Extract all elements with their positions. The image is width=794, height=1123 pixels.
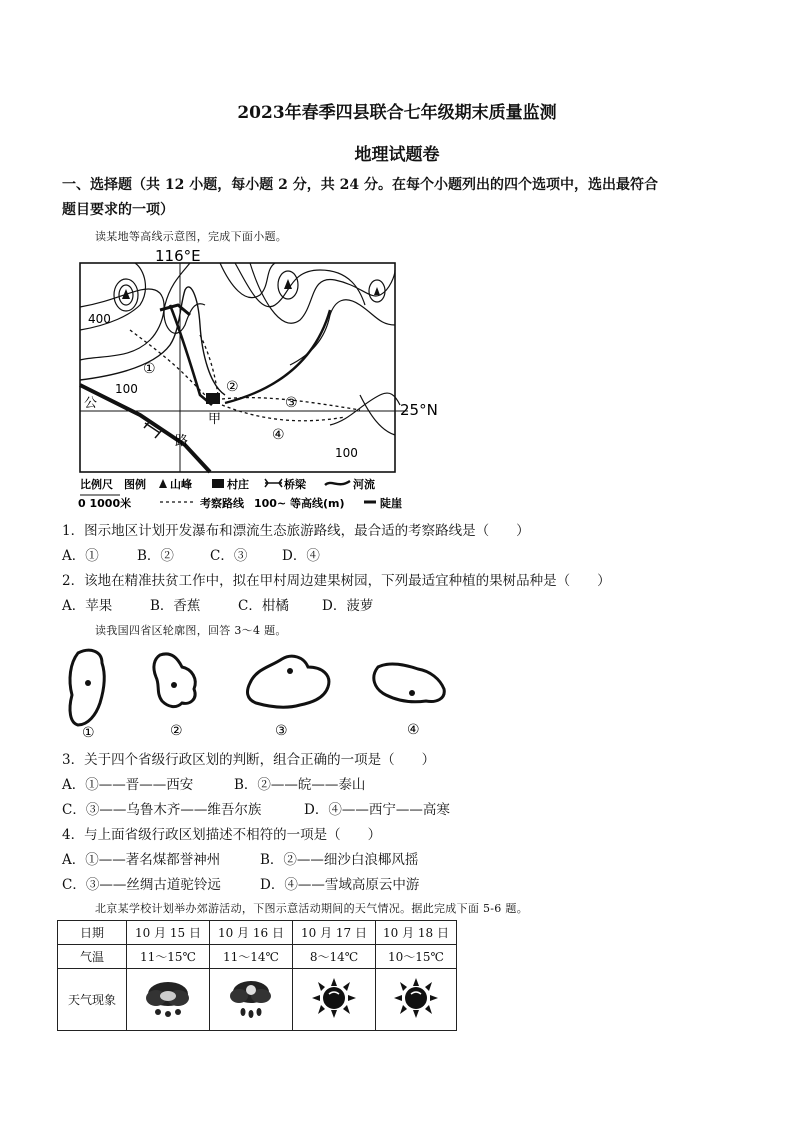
q4-option-a[interactable]: A．①——著名煤都誉神州 (62, 852, 221, 868)
weather-table (57, 920, 457, 1031)
legend-scale: 比例尺 (80, 478, 113, 491)
q4-option-c[interactable]: C．③——丝绸古道驼铃远 (62, 877, 221, 893)
q3-option-a[interactable]: A．①——晋——西安 (62, 777, 194, 793)
legend-bridge: 桥梁 (284, 478, 306, 491)
weather-cell (210, 969, 293, 1031)
date-cell: 10 月 15 日 (127, 921, 210, 945)
road-label: 路 (175, 434, 189, 449)
q1-option-a[interactable]: A．① (62, 548, 99, 564)
contour-line (250, 263, 395, 323)
province-outlines (60, 645, 460, 740)
legend-river: 河流 (353, 478, 375, 491)
legend-scale-value: 0 1000米 (78, 497, 132, 510)
sunny-icon (308, 976, 360, 1020)
route-label-1: ① (143, 361, 156, 377)
contour-line (330, 393, 400, 425)
thunderstorm-rain-icon (225, 976, 277, 1020)
contour-label: 100 (335, 446, 358, 460)
province-outline-3 (248, 656, 329, 707)
q2-option-a[interactable]: A．苹果 (62, 598, 113, 614)
weather-intro: 北京某学校计划举办郊游活动，下图示意活动期间的天气情况。据此完成下面 5-6 题。 (95, 902, 529, 915)
capital-dot (85, 680, 91, 686)
contour-line (360, 395, 395, 435)
route-4 (222, 405, 345, 421)
legend-title: 图例 (124, 478, 146, 491)
capital-dot (171, 682, 177, 688)
map-intro: 读某地等高线示意图，完成下面小题。 (95, 230, 288, 243)
river-line (170, 305, 212, 405)
province-outline-4 (374, 664, 444, 702)
legend-peak-icon (159, 479, 167, 488)
province-outline-2 (154, 654, 195, 707)
weather-cell (127, 969, 210, 1031)
legend-village: 村庄 (227, 478, 249, 491)
legend-peak: 山峰 (170, 478, 192, 491)
province-label-4: ④ (407, 722, 420, 738)
village-label: 甲 (208, 412, 222, 427)
capital-dot (287, 668, 293, 674)
route-label-2: ② (226, 379, 239, 395)
latitude-label: 25°N (400, 401, 438, 419)
province-outline-1 (70, 650, 104, 725)
row-header-temp: 气温 (58, 945, 127, 969)
contour-label: 100 (115, 382, 138, 396)
capital-dot (409, 690, 415, 696)
q1-option-c[interactable]: C．③ (210, 548, 248, 564)
route-label-3: ③ (285, 395, 298, 411)
q2-option-d[interactable]: D．菠萝 (322, 598, 374, 614)
question-1-stem: 1．图示地区计划开发瀑布和漂流生态旅游路线，最合适的考察路线是（ ） (62, 523, 530, 539)
legend-village-icon (212, 479, 224, 488)
legend-cliff: 陡崖 (380, 497, 402, 510)
q2-option-b[interactable]: B．香蕉 (150, 598, 201, 614)
q1-option-d[interactable]: D．④ (282, 548, 320, 564)
date-cell: 10 月 18 日 (376, 921, 457, 945)
q3-option-b[interactable]: B．②——皖——泰山 (234, 777, 366, 793)
cloudy-rain-icon (142, 976, 194, 1020)
section-heading-cont: 题目要求的一项） (62, 202, 174, 218)
contour-map (60, 245, 450, 513)
contour-line (220, 263, 275, 298)
page-title: 2023年春季四县联合七年级期末质量监测 (237, 103, 557, 123)
row-header-date: 日期 (58, 921, 127, 945)
river-line (225, 310, 330, 403)
q4-option-d[interactable]: D．④——雪域高原云中游 (260, 877, 420, 893)
legend-route: 考察路线 (200, 497, 244, 510)
section-heading: 一、选择题（共 12 小题，每小题 2 分，共 24 分。在每个小题列出的四个选项中，选出最符合 (62, 177, 658, 193)
q2-option-c[interactable]: C．柑橘 (238, 598, 289, 614)
sunny-icon (390, 976, 442, 1020)
question-3-stem: 3．关于四个省级行政区划的判断，组合正确的一项是（ ） (62, 752, 436, 768)
contour-line (164, 263, 205, 333)
temp-cell: 10～15℃ (376, 945, 457, 969)
weather-cell (376, 969, 457, 1031)
date-cell: 10 月 16 日 (210, 921, 293, 945)
weather-cell (293, 969, 376, 1031)
row-header-weather: 天气现象 (58, 969, 127, 1031)
q3-option-c[interactable]: C．③——乌鲁木齐——维吾尔族 (62, 802, 262, 818)
legend-contour: 100~ 等高线(m) (254, 497, 345, 510)
province-label-1: ① (82, 725, 95, 740)
longitude-label: 116°E (155, 247, 201, 265)
question-2-stem: 2．该地在精准扶贫工作中，拟在甲村周边建果树园，下列最适宜种植的果树品种是（ ） (62, 573, 611, 589)
provinces-intro: 读我国四省区轮廓图，回答 3～4 题。 (95, 624, 287, 637)
peak-icon (374, 287, 380, 295)
legend-river-icon (325, 481, 350, 485)
province-label-3: ③ (275, 723, 288, 739)
peak-icon (284, 279, 292, 289)
temp-cell: 11～15℃ (127, 945, 210, 969)
q3-option-d[interactable]: D．④——西宁——高寒 (304, 802, 450, 818)
date-cell: 10 月 17 日 (293, 921, 376, 945)
contour-label: 400 (88, 312, 111, 326)
q1-option-b[interactable]: B．② (137, 548, 174, 564)
legend-bridge-icon (265, 479, 282, 487)
road-label: 公 (84, 396, 98, 411)
province-label-2: ② (170, 723, 183, 739)
question-4-stem: 4．与上面省级行政区划描述不相符的一项是（ ） (62, 827, 382, 843)
q4-option-b[interactable]: B．②——细沙白浪椰风摇 (260, 852, 419, 868)
page-subtitle: 地理试题卷 (354, 145, 440, 165)
temp-cell: 11～14℃ (210, 945, 293, 969)
road-line (80, 385, 210, 472)
route-label-4: ④ (272, 427, 285, 443)
temp-cell: 8～14℃ (293, 945, 376, 969)
